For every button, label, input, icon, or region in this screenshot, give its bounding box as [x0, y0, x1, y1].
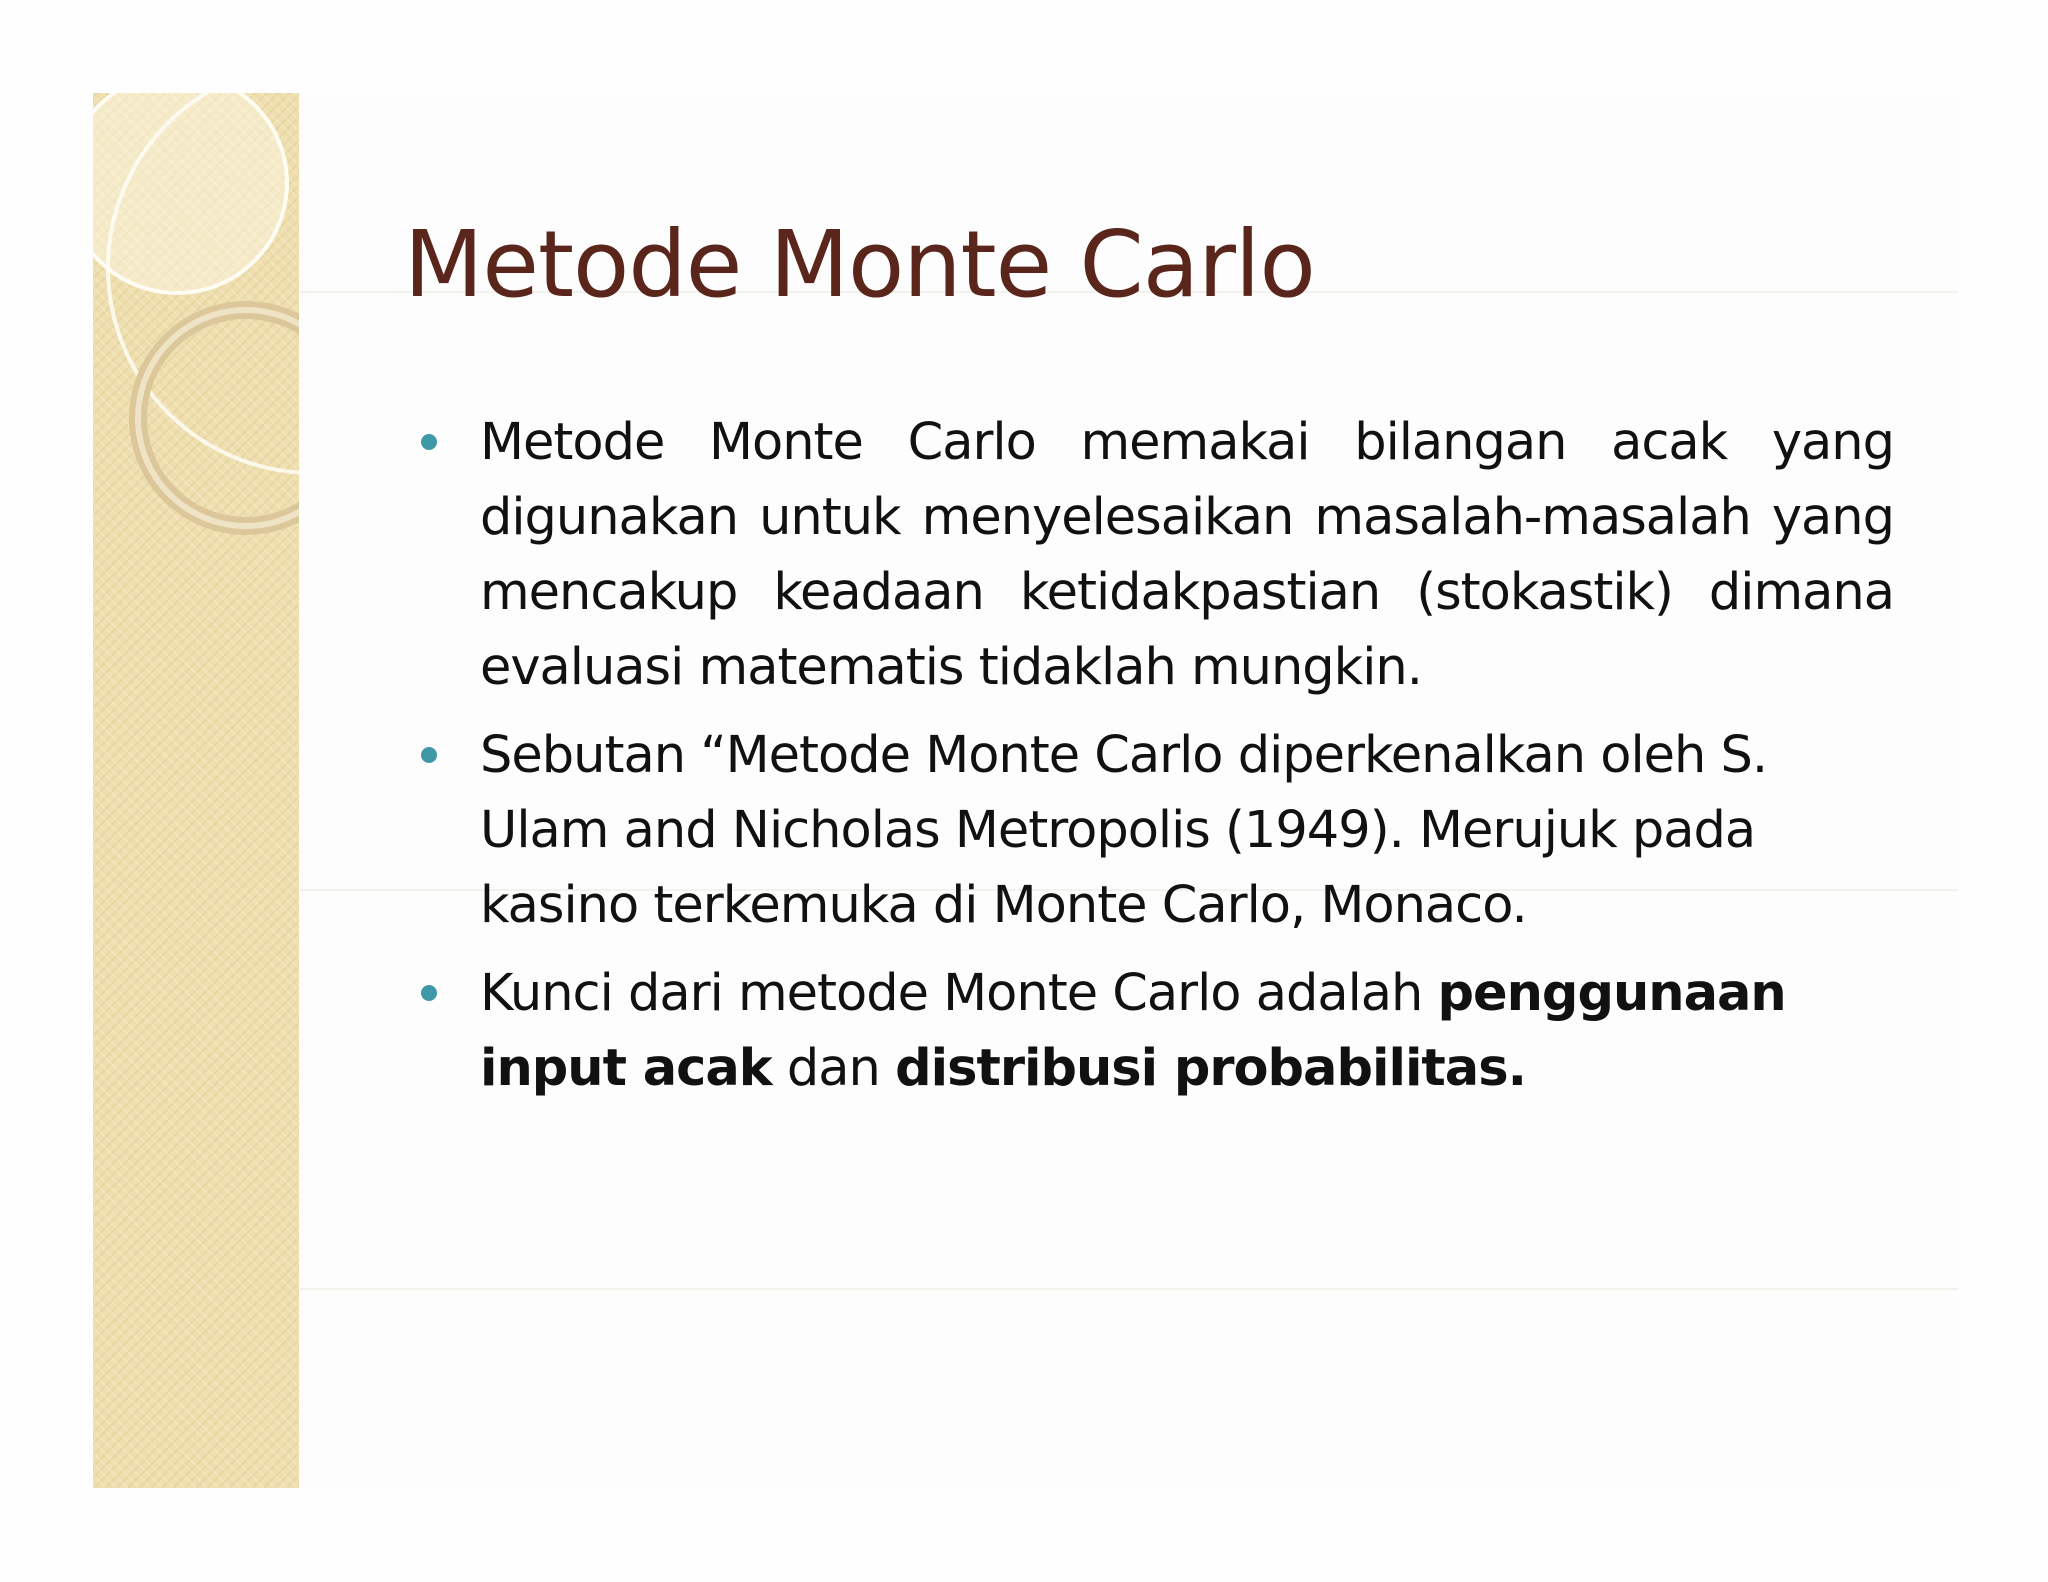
bullet-list	[408, 405, 1894, 1119]
bullet-text: Kunci dari metode Monte Carlo adalah	[480, 964, 1438, 1023]
slide-title: Metode Monte Carlo	[404, 211, 1315, 318]
decorative-side-band	[93, 93, 299, 1488]
bullet-emphasis: penggunaan input acak	[480, 964, 1786, 1098]
bullet-item	[408, 718, 1894, 943]
bullet-item	[408, 405, 1894, 705]
bullet-dot-icon	[421, 985, 437, 1001]
decorative-circles	[93, 93, 299, 1488]
bullet-text: Metode Monte Carlo memakai bilangan acak yang digunakan untuk menyelesaikan masalah-masalah yang mencakup keadaan ketidakpastian (stokastik) dimana evaluasi matematis tidaklah mungkin.	[480, 413, 1894, 697]
bullet-dot-icon	[421, 434, 437, 450]
divider-line	[300, 1288, 1958, 1290]
bullet-item	[408, 956, 1894, 1106]
bullet-text: Sebutan “Metode Monte Carlo diperkenalkan oleh S. Ulam and Nicholas Metropolis (1949). Merujuk pada kasino terkemuka di Monte Carlo, Monaco.	[480, 726, 1768, 935]
bullet-emphasis: distribusi probabilitas.	[895, 1039, 1526, 1098]
bullet-text: dan	[771, 1039, 896, 1098]
bullet-dot-icon	[421, 747, 437, 763]
